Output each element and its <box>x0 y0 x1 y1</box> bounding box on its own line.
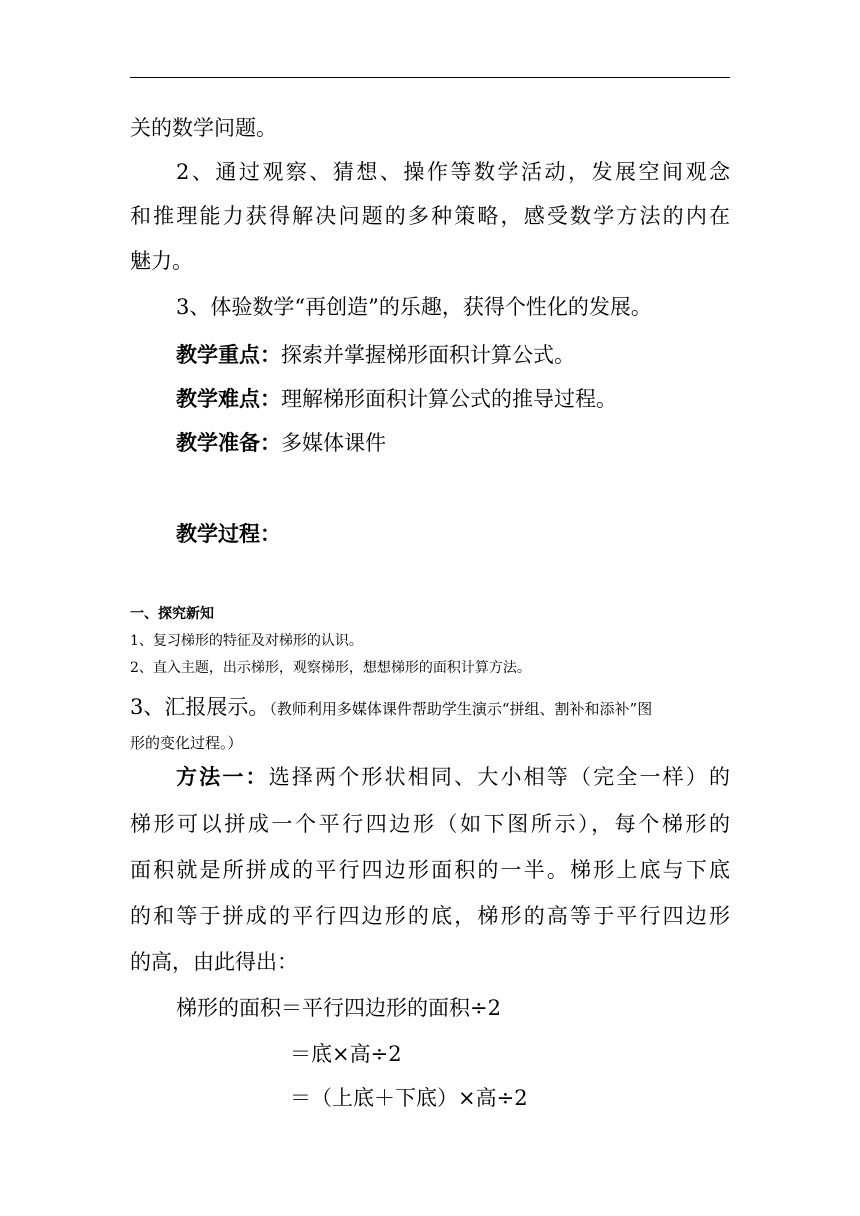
objective-2-line: 和推理能力获得解决问题的多种策略，感受数学方法的内在 <box>130 204 730 228</box>
process-heading: 教学过程： <box>176 521 281 546</box>
method-1-line: 面积就是所拼成的平行四边形面积的一半。梯形上底与下底 <box>130 858 730 882</box>
preparation-text: 多媒体课件 <box>281 431 386 455</box>
method-1-line: 的高，由此得出： <box>130 950 298 974</box>
preparation-label: 教学准备： <box>176 430 281 455</box>
method-1-label: 方法一： <box>176 764 269 789</box>
key-points-text: 探索并掌握梯形面积计算公式。 <box>281 343 575 367</box>
method-1-line: 的和等于拼成的平行四边形的底，梯形的高等于平行四边形 <box>130 904 730 928</box>
section-item-1: 1、复习梯形的特征及对梯形的认识。 <box>130 633 363 649</box>
key-points <box>176 341 575 369</box>
method-1-text: 选择两个形状相同、大小相等（完全一样）的 <box>268 765 731 789</box>
difficult-points-text: 理解梯形面积计算公式的推导过程。 <box>281 387 617 411</box>
header-rule <box>130 77 730 78</box>
section-heading: 一、探究新知 <box>130 606 214 622</box>
difficult-points <box>176 385 617 413</box>
section-item-2: 2、直入主题，出示梯形，观察梯形，想想梯形的面积计算方法。 <box>130 660 531 676</box>
method-1-line: 梯形可以拼成一个平行四边形（如下图所示），每个梯形的 <box>130 812 730 836</box>
section-item-3-cont: 形的变化过程。） <box>130 734 243 752</box>
key-points-label: 教学重点： <box>176 342 281 367</box>
section-item-3-lead: 3、汇报展示。 <box>130 695 270 719</box>
objective-2-line: 2、通过观察、猜想、操作等数学活动，发展空间观念 <box>176 160 730 184</box>
preparation <box>176 429 386 457</box>
difficult-points-label: 教学难点： <box>176 386 281 411</box>
formula-line: ＝底×高÷2 <box>290 1042 402 1066</box>
method-1-line <box>176 763 730 791</box>
formula-line: ＝（上底＋下底）×高÷2 <box>290 1086 528 1110</box>
section-item-3-note: （教师利用多媒体课件帮助学生演示“拼组、割补和添补”图 <box>269 700 653 718</box>
paragraph-line: 关的数学问题。 <box>130 116 277 140</box>
objective-3-line: 3、体验数学“再创造”的乐趣，获得个性化的发展。 <box>176 295 652 319</box>
formula-line: 梯形的面积＝平行四边形的面积÷2 <box>176 996 501 1020</box>
objective-2-line: 魅力。 <box>130 249 193 273</box>
section-item-3 <box>130 693 652 723</box>
